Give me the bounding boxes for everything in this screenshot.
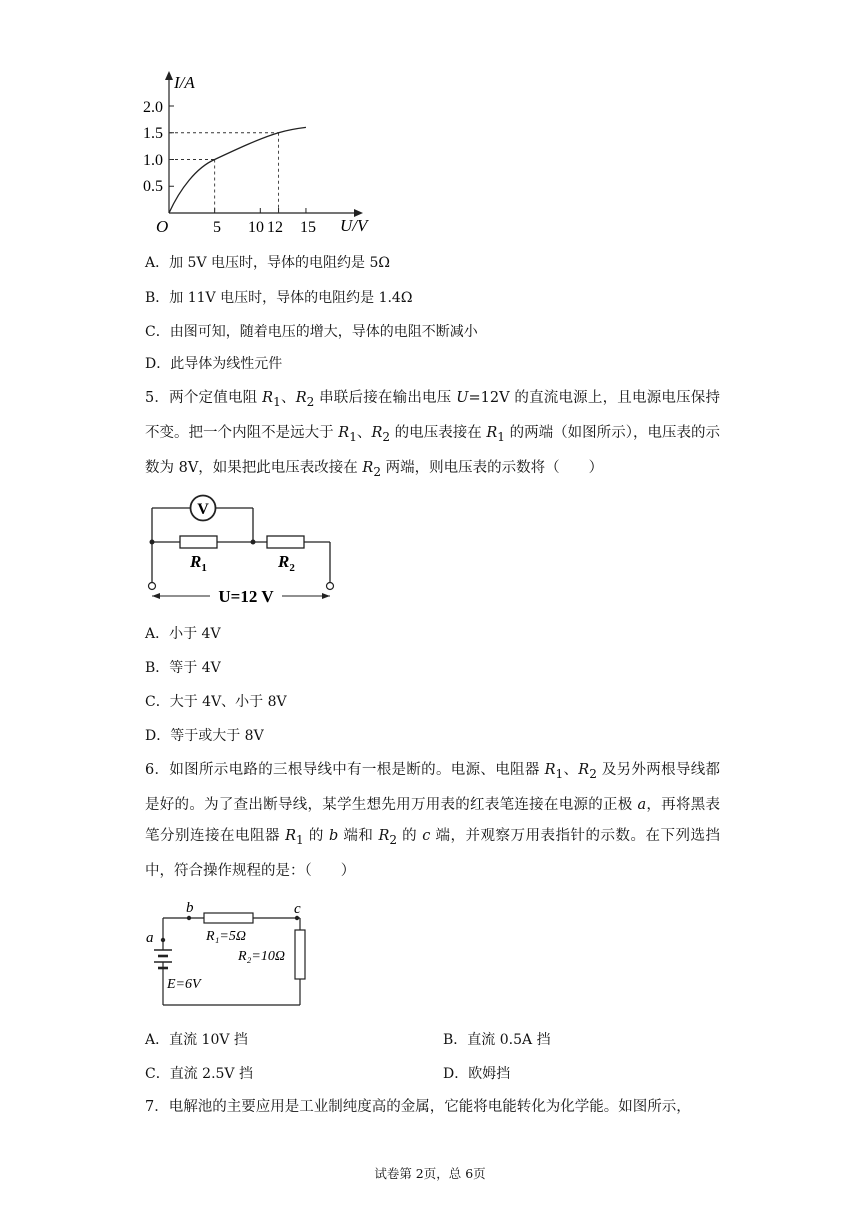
q4-option-c: C．由图可知，随着电压的增大，导体的电阻不断减小: [145, 324, 478, 340]
resistor-r1-5-ohm: [204, 913, 253, 923]
r2-value-label: R₂=10Ω: [238, 949, 285, 964]
resistor-r2: [267, 536, 304, 548]
y-tick-label-0-5: 0.5: [143, 178, 163, 195]
junction-dot-left: [150, 540, 155, 545]
emf-label: E=6V: [167, 977, 201, 992]
q5-option-b: B．等于 4V: [145, 660, 221, 676]
voltmeter-label: V: [197, 501, 209, 518]
q6-stem: 6．如图所示电路的三根导线中有一根是断的。电源、电阻器 $R_1$、$R_2$ 及另外两根导线都是好的。为了查出断导线，某学生想先用万用表的红表笔连接在电源的正极 a，再将黑表笔分别连接在电阻器 $R_1$ 的 b 端和 $R_2$ 的 c 端，并观察万用表指针的示数。在下列选挡中，符合操作规程的是：（ ）: [145, 762, 721, 879]
q5-option-d: D．等于或大于 8V: [145, 728, 264, 744]
r2-label: $R_2$: [278, 552, 295, 574]
terminal-left: [149, 583, 156, 590]
voltage-label: U=12 V: [218, 587, 274, 606]
resistor-r1: [180, 536, 217, 548]
iu-graph: [140, 66, 400, 238]
q5-stem: 5．两个定值电阻 $R_1$、$R_2$ 串联后接在输出电压 U=12V 的直流电源上，且电源电压保持不变。把一个内阻不是远大于 $R_1$、$R_2$ 的电压表接在 $R_1$ 的两端（如图所示），电压表的示数为 8V，如果把此电压表改接在 $R_2$ 两端，则电压表的示数将（ ）: [145, 390, 721, 479]
q7-stem: 7．电解池的主要应用是工业制纯度高的金属，它能将电能转化为化学能。如图所示，: [145, 1099, 691, 1115]
voltage-arrow-left-icon: [152, 593, 160, 599]
x-tick-label-5: 5: [213, 219, 221, 236]
voltage-arrow-right-icon: [322, 593, 330, 599]
resistor-r2-10-ohm: [295, 930, 305, 979]
node-b-dot: [187, 916, 191, 920]
y-tick-label-2-0: 2.0: [143, 99, 163, 116]
q5-circuit-diagram: [140, 490, 350, 610]
x-tick-label-15: 15: [300, 219, 316, 236]
terminal-right: [327, 583, 334, 590]
q6-option-b: B．直流 0.5A 挡: [443, 1032, 551, 1048]
y-axis-label: I/A: [174, 73, 195, 92]
y-tick-label-1-0: 1.0: [143, 152, 163, 169]
graph-dashed-lines: [169, 133, 279, 213]
q4-option-d: D．此导体为线性元件: [145, 356, 283, 372]
x-axis-label: U/V: [340, 216, 368, 235]
q6-option-d: D．欧姆挡: [443, 1066, 511, 1082]
node-b-label: b: [186, 900, 194, 916]
y-tick-label-1-5: 1.5: [143, 125, 163, 142]
r1-label: $R_1$: [190, 552, 207, 574]
q4-option-a: A．加 5V 电压时，导体的电阻约是 5Ω: [145, 255, 390, 271]
node-c-label: c: [294, 901, 301, 917]
node-a-label: a: [146, 930, 154, 946]
q6-option-c: C．直流 2.5V 挡: [145, 1066, 253, 1082]
page-footer: 试卷第 2页，总 6页: [374, 1166, 486, 1181]
q5-option-c: C．大于 4V、小于 8V: [145, 694, 287, 710]
q6-circuit-diagram: [140, 898, 320, 1013]
r1-value-label: R₁=5Ω: [206, 929, 246, 944]
q5-option-a: A．小于 4V: [145, 626, 221, 642]
node-a-dot: [161, 938, 165, 942]
junction-dot-mid: [251, 540, 256, 545]
x-tick-label-12: 12: [267, 219, 283, 236]
x-tick-label-10: 10: [248, 219, 264, 236]
graph-axes: [169, 78, 356, 213]
iu-curve: [169, 127, 306, 213]
y-axis-arrow-icon: [165, 71, 173, 80]
q4-option-b: B．加 11V 电压时，导体的电阻约是 1.4Ω: [145, 290, 413, 306]
q6-option-a: A．直流 10V 挡: [145, 1032, 248, 1048]
origin-label: O: [156, 217, 169, 236]
